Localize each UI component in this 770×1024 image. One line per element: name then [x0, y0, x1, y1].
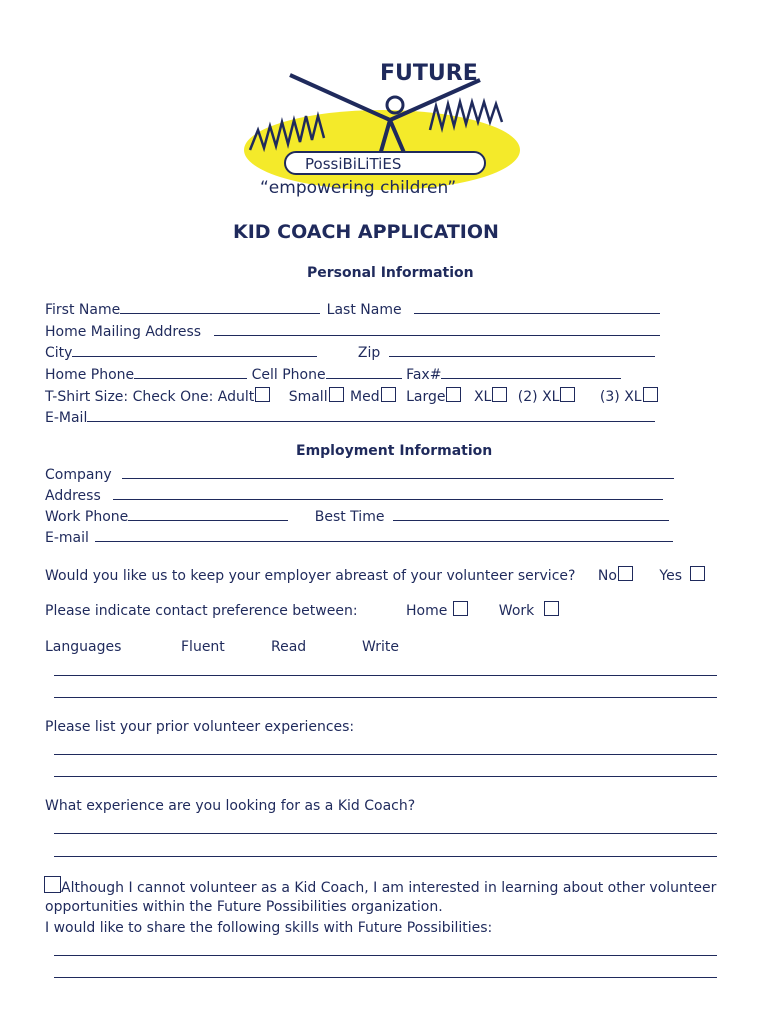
- size-2xl-checkbox[interactable]: [560, 387, 575, 402]
- work-email-row: [45, 529, 673, 547]
- employment-heading: Employment Information: [296, 443, 493, 459]
- no-label: No: [597, 568, 617, 584]
- interest-text-1: Although I cannot volunteer as a Kid Coach, I am interested in learning about other volunteer: [61, 880, 717, 896]
- prior-volunteer-line-2[interactable]: [54, 776, 717, 777]
- logo-tagline: “empowering children”: [260, 178, 457, 198]
- city-zip-row: [45, 344, 655, 362]
- work-address-row: [45, 487, 663, 505]
- fluent-label: Fluent: [181, 639, 225, 655]
- logo-word-possibilities: PossiBiLiTiES: [305, 155, 402, 173]
- yes-label: Yes: [659, 568, 682, 584]
- company-label: Company: [45, 467, 112, 483]
- size-xl-label: XL: [473, 389, 492, 405]
- work-phone-label: Work Phone: [45, 509, 129, 525]
- interest-row: [44, 876, 716, 897]
- first-name-field[interactable]: [120, 301, 320, 314]
- languages-label: Languages: [45, 639, 122, 655]
- first-name-label: First Name: [45, 302, 121, 318]
- first-name-row: [45, 301, 660, 319]
- employer-question-row: [45, 566, 707, 585]
- fax-field[interactable]: [441, 366, 621, 379]
- last-name-label: Last Name: [326, 302, 402, 318]
- work-email-field[interactable]: [95, 529, 673, 542]
- experience-question: What experience are you looking for as a Kid Coach?: [45, 798, 416, 814]
- size-med-label: Med: [350, 389, 380, 405]
- page-title: KID COACH APPLICATION: [233, 221, 499, 243]
- logo: [230, 50, 540, 200]
- work-label: Work: [498, 603, 535, 619]
- work-phone-field[interactable]: [128, 508, 288, 521]
- tshirt-label: T-Shirt Size: Check One:: [45, 389, 214, 405]
- skills-line-2[interactable]: [54, 977, 717, 978]
- zip-label: Zip: [357, 345, 381, 361]
- city-label: City: [45, 345, 73, 361]
- languages-line-2[interactable]: [54, 697, 717, 698]
- contact-pref-question: Please indicate contact preference between:: [45, 603, 358, 619]
- fax-label: Fax#: [406, 367, 442, 383]
- personal-heading: Personal Information: [307, 265, 474, 281]
- cell-phone-field[interactable]: [326, 366, 402, 379]
- size-large-checkbox[interactable]: [446, 387, 461, 402]
- size-adult-checkbox[interactable]: [255, 387, 270, 402]
- tshirt-row: [45, 387, 660, 406]
- work-email-label: E-mail: [45, 530, 89, 546]
- work-address-label: Address: [45, 488, 101, 504]
- yes-checkbox[interactable]: [690, 566, 705, 581]
- skills-question: I would like to share the following skills with Future Possibilities:: [45, 920, 493, 936]
- prior-volunteer-line-1[interactable]: [54, 754, 717, 755]
- work-phone-row: [45, 508, 669, 526]
- company-row: [45, 466, 674, 484]
- cell-phone-label: Cell Phone: [251, 367, 326, 383]
- email-row: [45, 409, 655, 427]
- size-small-checkbox[interactable]: [329, 387, 344, 402]
- size-xl-checkbox[interactable]: [492, 387, 507, 402]
- size-2xl-label: (2) XL: [517, 389, 560, 405]
- zip-field[interactable]: [389, 344, 655, 357]
- languages-line-1[interactable]: [54, 675, 717, 676]
- work-address-field[interactable]: [113, 487, 663, 500]
- interest-text-2: opportunities within the Future Possibilities organization.: [45, 899, 443, 915]
- company-field[interactable]: [122, 466, 674, 479]
- logo-word-future: FUTURE: [380, 61, 478, 86]
- contact-pref-row: [45, 601, 561, 620]
- experience-line-1[interactable]: [54, 833, 717, 834]
- home-label: Home: [406, 603, 448, 619]
- home-phone-label: Home Phone: [45, 367, 135, 383]
- write-label: Write: [362, 639, 399, 655]
- sun-logo-icon: [230, 50, 540, 200]
- best-time-field[interactable]: [393, 508, 669, 521]
- city-field[interactable]: [72, 344, 317, 357]
- size-small-label: Small: [288, 389, 328, 405]
- home-phone-field[interactable]: [134, 366, 247, 379]
- prior-volunteer-question: Please list your prior volunteer experiences:: [45, 719, 355, 735]
- size-med-checkbox[interactable]: [381, 387, 396, 402]
- languages-row: [45, 638, 121, 656]
- home-address-row: [45, 323, 660, 341]
- best-time-label: Best Time: [314, 509, 385, 525]
- home-checkbox[interactable]: [453, 601, 468, 616]
- skills-line-1[interactable]: [54, 955, 717, 956]
- size-adult-label: Adult: [217, 389, 255, 405]
- last-name-field[interactable]: [414, 301, 660, 314]
- employer-question: Would you like us to keep your employer abreast of your volunteer service?: [45, 568, 576, 584]
- size-3xl-label: (3) XL: [599, 389, 642, 405]
- phone-row: [45, 366, 621, 384]
- work-checkbox[interactable]: [544, 601, 559, 616]
- home-address-field[interactable]: [214, 323, 660, 336]
- size-3xl-checkbox[interactable]: [643, 387, 658, 402]
- interest-checkbox[interactable]: [44, 876, 61, 893]
- size-large-label: Large: [406, 389, 446, 405]
- email-label: E-Mail: [45, 410, 88, 426]
- experience-line-2[interactable]: [54, 856, 717, 857]
- home-address-label: Home Mailing Address: [45, 324, 202, 340]
- no-checkbox[interactable]: [618, 566, 633, 581]
- read-label: Read: [271, 639, 307, 655]
- email-field[interactable]: [87, 409, 655, 422]
